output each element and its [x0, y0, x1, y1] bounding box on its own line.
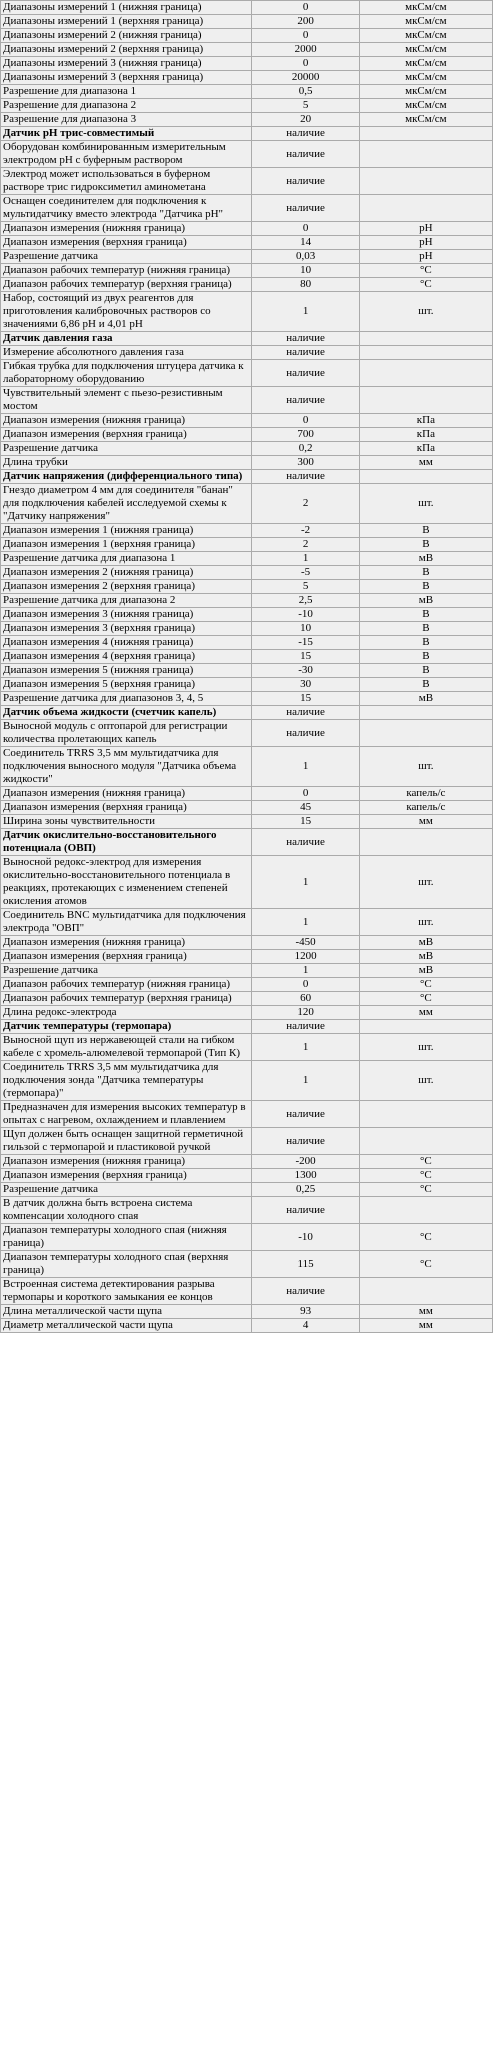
- table-row: [1, 1155, 493, 1169]
- parameter-name-cell: Диапазон измерения 5 (нижняя граница): [1, 664, 252, 678]
- parameter-name-cell: Диапазон рабочих температур (верхняя граница): [1, 992, 252, 1006]
- parameter-name-cell: Диапазон измерения 3 (верхняя граница): [1, 622, 252, 636]
- parameter-name-cell: Датчик объема жидкости (счетчик капель): [1, 706, 252, 720]
- parameter-name-cell: Оборудован комбинированным измерительным электродом pH с буферным раствором: [1, 141, 252, 168]
- parameter-name-cell: Разрешение датчика для диапазона 1: [1, 552, 252, 566]
- unit-cell: °C: [359, 1169, 492, 1183]
- parameter-name-cell: Соединитель TRRS 3,5 мм мультидатчика для подключения выносного модуля "Датчика объема жидкости": [1, 747, 252, 787]
- parameter-name-cell: Диапазон измерения (нижняя граница): [1, 414, 252, 428]
- unit-cell: шт.: [359, 292, 492, 332]
- table-row: [1, 538, 493, 552]
- table-row: [1, 1183, 493, 1197]
- value-cell: 14: [252, 236, 359, 250]
- table-row: [1, 856, 493, 909]
- parameter-name-cell: Диапазон измерения (нижняя граница): [1, 936, 252, 950]
- unit-cell: pH: [359, 236, 492, 250]
- table-row: [1, 168, 493, 195]
- unit-cell: В: [359, 622, 492, 636]
- unit-cell: В: [359, 524, 492, 538]
- value-cell: 2: [252, 484, 359, 524]
- unit-cell: [359, 1020, 492, 1034]
- value-cell: 0: [252, 57, 359, 71]
- parameter-name-cell: Диапазон измерения (верхняя граница): [1, 950, 252, 964]
- value-cell: -10: [252, 608, 359, 622]
- parameter-name-cell: Оснащен соединителем для подключения к мультидатчику вместо электрода "Датчика pH": [1, 195, 252, 222]
- table-row: [1, 964, 493, 978]
- parameter-name-cell: Соединитель BNC мультидатчика для подключения электрода "ОВП": [1, 909, 252, 936]
- table-row: [1, 1061, 493, 1101]
- unit-cell: [359, 332, 492, 346]
- parameter-name-cell: Разрешение для диапазона 1: [1, 85, 252, 99]
- table-row: [1, 992, 493, 1006]
- unit-cell: [359, 1101, 492, 1128]
- table-row: [1, 236, 493, 250]
- unit-cell: °C: [359, 1224, 492, 1251]
- table-row: [1, 195, 493, 222]
- parameter-name-cell: Диапазоны измерений 3 (верхняя граница): [1, 71, 252, 85]
- unit-cell: [359, 141, 492, 168]
- parameter-name-cell: Выносной редокс-электрод для измерения окислительно-восстановительного потенциала в реакциях, протекающих с изменением степеней окисления атомов: [1, 856, 252, 909]
- spec-table-body: [1, 1, 493, 1333]
- unit-cell: В: [359, 664, 492, 678]
- value-cell: наличие: [252, 141, 359, 168]
- value-cell: 2,5: [252, 594, 359, 608]
- unit-cell: мм: [359, 815, 492, 829]
- value-cell: 1: [252, 1061, 359, 1101]
- section-row: [1, 706, 493, 720]
- parameter-name-cell: Диапазон измерения (верхняя граница): [1, 801, 252, 815]
- value-cell: наличие: [252, 1128, 359, 1155]
- parameter-name-cell: Длина трубки: [1, 456, 252, 470]
- section-row: [1, 829, 493, 856]
- value-cell: 120: [252, 1006, 359, 1020]
- parameter-name-cell: Разрешение датчика для диапазонов 3, 4, 5: [1, 692, 252, 706]
- value-cell: 60: [252, 992, 359, 1006]
- value-cell: наличие: [252, 1020, 359, 1034]
- table-row: [1, 387, 493, 414]
- value-cell: 1300: [252, 1169, 359, 1183]
- unit-cell: шт.: [359, 1034, 492, 1061]
- parameter-name-cell: Диапазон измерения 2 (нижняя граница): [1, 566, 252, 580]
- value-cell: 300: [252, 456, 359, 470]
- table-row: [1, 1128, 493, 1155]
- unit-cell: мВ: [359, 936, 492, 950]
- unit-cell: pH: [359, 250, 492, 264]
- unit-cell: В: [359, 608, 492, 622]
- parameter-name-cell: Диапазон измерения (верхняя граница): [1, 428, 252, 442]
- unit-cell: °C: [359, 264, 492, 278]
- unit-cell: [359, 706, 492, 720]
- value-cell: -30: [252, 664, 359, 678]
- parameter-name-cell: Диапазон измерения 1 (верхняя граница): [1, 538, 252, 552]
- value-cell: 2: [252, 538, 359, 552]
- table-row: [1, 747, 493, 787]
- table-row: [1, 936, 493, 950]
- value-cell: 0: [252, 414, 359, 428]
- parameter-name-cell: Диапазон измерения (верхняя граница): [1, 1169, 252, 1183]
- value-cell: 1200: [252, 950, 359, 964]
- value-cell: наличие: [252, 1101, 359, 1128]
- value-cell: наличие: [252, 168, 359, 195]
- parameter-name-cell: Диапазон измерения (верхняя граница): [1, 236, 252, 250]
- parameter-name-cell: Датчик окислительно-восстановительного потенциала (ОВП): [1, 829, 252, 856]
- table-row: [1, 29, 493, 43]
- parameter-name-cell: Диапазон температуры холодного спая (верхняя граница): [1, 1251, 252, 1278]
- unit-cell: В: [359, 580, 492, 594]
- unit-cell: мм: [359, 456, 492, 470]
- table-row: [1, 950, 493, 964]
- unit-cell: В: [359, 636, 492, 650]
- parameter-name-cell: Гибкая трубка для подключения штуцера датчика к лабораторному оборудованию: [1, 360, 252, 387]
- value-cell: 1: [252, 856, 359, 909]
- parameter-name-cell: Диапазон измерения 5 (верхняя граница): [1, 678, 252, 692]
- unit-cell: мм: [359, 1319, 492, 1333]
- unit-cell: [359, 1278, 492, 1305]
- unit-cell: кПа: [359, 414, 492, 428]
- table-row: [1, 1251, 493, 1278]
- table-row: [1, 428, 493, 442]
- table-row: [1, 1197, 493, 1224]
- unit-cell: [359, 470, 492, 484]
- parameter-name-cell: Разрешение датчика: [1, 250, 252, 264]
- parameter-name-cell: В датчик должна быть встроена система компенсации холодного спая: [1, 1197, 252, 1224]
- parameter-name-cell: Щуп должен быть оснащен защитной герметичной гильзой с термопарой и пластиковой ручкой: [1, 1128, 252, 1155]
- unit-cell: мкСм/см: [359, 71, 492, 85]
- unit-cell: °C: [359, 1183, 492, 1197]
- unit-cell: мВ: [359, 964, 492, 978]
- unit-cell: мкСм/см: [359, 57, 492, 71]
- table-row: [1, 580, 493, 594]
- value-cell: 200: [252, 15, 359, 29]
- table-row: [1, 594, 493, 608]
- value-cell: наличие: [252, 346, 359, 360]
- value-cell: 1: [252, 909, 359, 936]
- section-row: [1, 470, 493, 484]
- value-cell: 80: [252, 278, 359, 292]
- parameter-name-cell: Набор, состоящий из двух реагентов для приготовления калибровочных растворов со значениями 6,86 pH и 4,01 pH: [1, 292, 252, 332]
- value-cell: -5: [252, 566, 359, 580]
- parameter-name-cell: Разрешение для диапазона 2: [1, 99, 252, 113]
- value-cell: 10: [252, 622, 359, 636]
- table-row: [1, 787, 493, 801]
- unit-cell: °C: [359, 1251, 492, 1278]
- value-cell: -15: [252, 636, 359, 650]
- value-cell: 1: [252, 747, 359, 787]
- unit-cell: В: [359, 650, 492, 664]
- table-row: [1, 99, 493, 113]
- parameter-name-cell: Датчик давления газа: [1, 332, 252, 346]
- unit-cell: В: [359, 678, 492, 692]
- unit-cell: шт.: [359, 909, 492, 936]
- value-cell: 700: [252, 428, 359, 442]
- unit-cell: мкСм/см: [359, 99, 492, 113]
- value-cell: наличие: [252, 127, 359, 141]
- unit-cell: мм: [359, 1305, 492, 1319]
- unit-cell: °C: [359, 992, 492, 1006]
- table-row: [1, 978, 493, 992]
- value-cell: наличие: [252, 1197, 359, 1224]
- table-row: [1, 622, 493, 636]
- unit-cell: pH: [359, 222, 492, 236]
- table-row: [1, 414, 493, 428]
- value-cell: наличие: [252, 470, 359, 484]
- parameter-name-cell: Диапазон измерения 1 (нижняя граница): [1, 524, 252, 538]
- value-cell: 15: [252, 650, 359, 664]
- table-row: [1, 678, 493, 692]
- parameter-name-cell: Встроенная система детектирования разрыва термопары и короткого замыкания ее концов: [1, 1278, 252, 1305]
- value-cell: 5: [252, 580, 359, 594]
- unit-cell: [359, 829, 492, 856]
- table-row: [1, 1305, 493, 1319]
- value-cell: наличие: [252, 360, 359, 387]
- value-cell: 15: [252, 692, 359, 706]
- value-cell: 1: [252, 552, 359, 566]
- table-row: [1, 141, 493, 168]
- value-cell: 0: [252, 787, 359, 801]
- unit-cell: [359, 195, 492, 222]
- parameter-name-cell: Диапазон измерения (нижняя граница): [1, 787, 252, 801]
- table-row: [1, 360, 493, 387]
- parameter-name-cell: Электрод может использоваться в буферном растворе трис гидроксиметил аминометана: [1, 168, 252, 195]
- parameter-name-cell: Диапазон измерения (нижняя граница): [1, 1155, 252, 1169]
- parameter-name-cell: Выносной модуль с оптопарой для регистрации количества пролетающих капель: [1, 720, 252, 747]
- parameter-name-cell: Измерение абсолютного давления газа: [1, 346, 252, 360]
- table-row: [1, 1034, 493, 1061]
- parameter-name-cell: Диапазоны измерений 1 (нижняя граница): [1, 1, 252, 15]
- value-cell: наличие: [252, 195, 359, 222]
- parameter-name-cell: Диапазон рабочих температур (нижняя граница): [1, 264, 252, 278]
- table-row: [1, 1278, 493, 1305]
- value-cell: 0,5: [252, 85, 359, 99]
- value-cell: 30: [252, 678, 359, 692]
- unit-cell: мкСм/см: [359, 85, 492, 99]
- value-cell: 45: [252, 801, 359, 815]
- unit-cell: [359, 720, 492, 747]
- section-row: [1, 1020, 493, 1034]
- parameter-name-cell: Длина металлической части щупа: [1, 1305, 252, 1319]
- table-row: [1, 909, 493, 936]
- table-row: [1, 650, 493, 664]
- table-row: [1, 1006, 493, 1020]
- value-cell: 2000: [252, 43, 359, 57]
- table-row: [1, 484, 493, 524]
- value-cell: 0,25: [252, 1183, 359, 1197]
- value-cell: 93: [252, 1305, 359, 1319]
- table-row: [1, 1319, 493, 1333]
- value-cell: 1: [252, 292, 359, 332]
- unit-cell: мкСм/см: [359, 113, 492, 127]
- table-row: [1, 801, 493, 815]
- table-row: [1, 636, 493, 650]
- table-row: [1, 1, 493, 15]
- table-row: [1, 664, 493, 678]
- value-cell: наличие: [252, 387, 359, 414]
- section-row: [1, 332, 493, 346]
- unit-cell: мкСм/см: [359, 15, 492, 29]
- value-cell: 0,03: [252, 250, 359, 264]
- unit-cell: мВ: [359, 594, 492, 608]
- unit-cell: мкСм/см: [359, 43, 492, 57]
- parameter-name-cell: Разрешение датчика: [1, 1183, 252, 1197]
- unit-cell: мВ: [359, 692, 492, 706]
- parameter-name-cell: Выносной щуп из нержавеющей стали на гибком кабеле с хромель-алюмелевой термопарой (Тип К): [1, 1034, 252, 1061]
- parameter-name-cell: Разрешение датчика: [1, 442, 252, 456]
- table-row: [1, 608, 493, 622]
- table-row: [1, 264, 493, 278]
- unit-cell: [359, 346, 492, 360]
- parameter-name-cell: Разрешение для диапазона 3: [1, 113, 252, 127]
- table-row: [1, 456, 493, 470]
- table-row: [1, 292, 493, 332]
- value-cell: 20: [252, 113, 359, 127]
- value-cell: наличие: [252, 1278, 359, 1305]
- value-cell: 0,2: [252, 442, 359, 456]
- parameter-name-cell: Диапазоны измерений 2 (нижняя граница): [1, 29, 252, 43]
- unit-cell: [359, 1197, 492, 1224]
- value-cell: 20000: [252, 71, 359, 85]
- unit-cell: °C: [359, 978, 492, 992]
- section-row: [1, 127, 493, 141]
- table-row: [1, 278, 493, 292]
- value-cell: -2: [252, 524, 359, 538]
- parameter-name-cell: Диапазон измерения 4 (нижняя граница): [1, 636, 252, 650]
- parameter-name-cell: Ширина зоны чувствительности: [1, 815, 252, 829]
- value-cell: 0: [252, 222, 359, 236]
- unit-cell: шт.: [359, 856, 492, 909]
- unit-cell: мВ: [359, 552, 492, 566]
- unit-cell: мкСм/см: [359, 29, 492, 43]
- table-row: [1, 1224, 493, 1251]
- value-cell: 0: [252, 1, 359, 15]
- table-row: [1, 552, 493, 566]
- table-row: [1, 1101, 493, 1128]
- value-cell: 0: [252, 978, 359, 992]
- unit-cell: мВ: [359, 950, 492, 964]
- table-row: [1, 57, 493, 71]
- unit-cell: [359, 127, 492, 141]
- table-row: [1, 566, 493, 580]
- table-row: [1, 43, 493, 57]
- parameter-name-cell: Датчик напряжения (дифференциального типа): [1, 470, 252, 484]
- parameter-name-cell: Разрешение датчика: [1, 964, 252, 978]
- parameter-name-cell: Соединитель TRRS 3,5 мм мультидатчика для подключения зонда "Датчика температуры (термопара)": [1, 1061, 252, 1101]
- unit-cell: шт.: [359, 484, 492, 524]
- unit-cell: [359, 1128, 492, 1155]
- parameter-name-cell: Чувствительный элемент с пьезо-резистивным мостом: [1, 387, 252, 414]
- parameter-name-cell: Диапазоны измерений 3 (нижняя граница): [1, 57, 252, 71]
- value-cell: 10: [252, 264, 359, 278]
- unit-cell: кПа: [359, 442, 492, 456]
- parameter-name-cell: Гнездо диаметром 4 мм для соединителя "банан" для подключения кабелей исследуемой схемы к "Датчику напряжения": [1, 484, 252, 524]
- parameter-name-cell: Диапазон измерения 3 (нижняя граница): [1, 608, 252, 622]
- parameter-name-cell: Диапазон измерения 2 (верхняя граница): [1, 580, 252, 594]
- table-row: [1, 442, 493, 456]
- unit-cell: капель/с: [359, 801, 492, 815]
- table-row: [1, 815, 493, 829]
- parameter-name-cell: Диапазон рабочих температур (верхняя граница): [1, 278, 252, 292]
- parameter-name-cell: Диапазон измерения 4 (верхняя граница): [1, 650, 252, 664]
- parameter-name-cell: Предназначен для измерения высоких температур в опытах с нагревом, охлаждением и плавлением: [1, 1101, 252, 1128]
- unit-cell: [359, 387, 492, 414]
- value-cell: наличие: [252, 829, 359, 856]
- table-row: [1, 692, 493, 706]
- value-cell: -10: [252, 1224, 359, 1251]
- value-cell: -450: [252, 936, 359, 950]
- unit-cell: °C: [359, 278, 492, 292]
- unit-cell: [359, 168, 492, 195]
- unit-cell: В: [359, 538, 492, 552]
- unit-cell: °C: [359, 1155, 492, 1169]
- table-row: [1, 71, 493, 85]
- unit-cell: В: [359, 566, 492, 580]
- table-row: [1, 250, 493, 264]
- table-row: [1, 1169, 493, 1183]
- parameter-name-cell: Диапазон измерения (нижняя граница): [1, 222, 252, 236]
- value-cell: 0: [252, 29, 359, 43]
- parameter-name-cell: Диапазон рабочих температур (нижняя граница): [1, 978, 252, 992]
- parameter-name-cell: Датчик pH трис-совместимый: [1, 127, 252, 141]
- table-row: [1, 346, 493, 360]
- unit-cell: мм: [359, 1006, 492, 1020]
- value-cell: наличие: [252, 332, 359, 346]
- unit-cell: шт.: [359, 1061, 492, 1101]
- value-cell: наличие: [252, 720, 359, 747]
- parameter-name-cell: Диапазоны измерений 1 (верхняя граница): [1, 15, 252, 29]
- table-row: [1, 113, 493, 127]
- unit-cell: шт.: [359, 747, 492, 787]
- value-cell: 5: [252, 99, 359, 113]
- value-cell: 115: [252, 1251, 359, 1278]
- table-row: [1, 15, 493, 29]
- parameter-name-cell: Диаметр металлической части щупа: [1, 1319, 252, 1333]
- parameter-name-cell: Диапазоны измерений 2 (верхняя граница): [1, 43, 252, 57]
- value-cell: 15: [252, 815, 359, 829]
- value-cell: -200: [252, 1155, 359, 1169]
- table-row: [1, 85, 493, 99]
- table-row: [1, 720, 493, 747]
- unit-cell: кПа: [359, 428, 492, 442]
- value-cell: 1: [252, 1034, 359, 1061]
- parameter-name-cell: Диапазон температуры холодного спая (нижняя граница): [1, 1224, 252, 1251]
- unit-cell: капель/с: [359, 787, 492, 801]
- value-cell: 4: [252, 1319, 359, 1333]
- unit-cell: [359, 360, 492, 387]
- parameter-name-cell: Датчик температуры (термопара): [1, 1020, 252, 1034]
- parameter-name-cell: Длина редокс-электрода: [1, 1006, 252, 1020]
- value-cell: 1: [252, 964, 359, 978]
- unit-cell: мкСм/см: [359, 1, 492, 15]
- table-row: [1, 222, 493, 236]
- parameter-name-cell: Разрешение датчика для диапазона 2: [1, 594, 252, 608]
- table-row: [1, 524, 493, 538]
- value-cell: наличие: [252, 706, 359, 720]
